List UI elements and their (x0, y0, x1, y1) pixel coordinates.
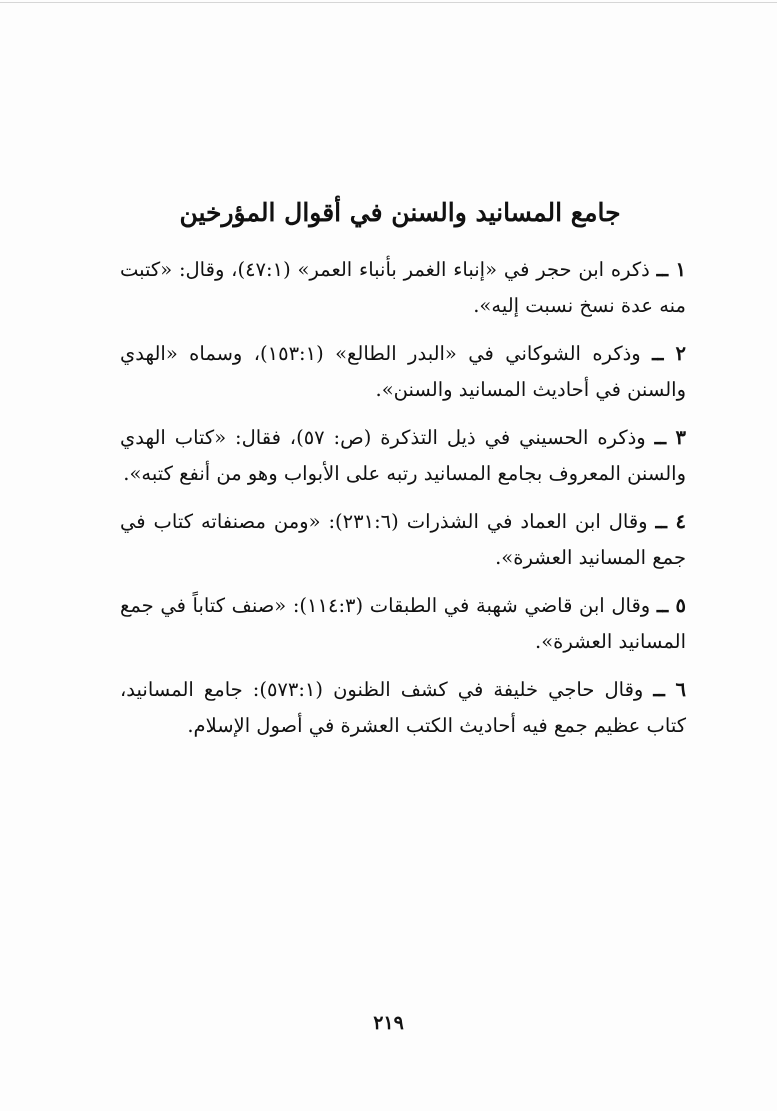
entry-number: ٦ ــ (653, 678, 686, 701)
entry-text: ذكره ابن حجر في «إنباء الغمر بأنباء العمر» (٤٧:١)، وقال: «كتبت منه عدة نسخ نسبت إليه». (120, 258, 686, 317)
entry-4 (120, 504, 686, 575)
top-edge-line (0, 2, 777, 3)
entries-list (120, 252, 686, 756)
entry-2 (120, 336, 686, 407)
entry-text: وقال حاجي خليفة في كشف الظنون (٥٧٣:١): جامع المسانيد، كتاب عظيم جمع فيه أحاديث الكتب العشرة في أصول الإسلام. (120, 678, 686, 737)
entry-number: ٣ ــ (654, 426, 687, 449)
entry-6 (120, 672, 686, 743)
entry-number: ٤ ــ (655, 510, 687, 533)
entry-number: ٥ ــ (656, 594, 686, 617)
entry-number: ٢ ــ (652, 342, 686, 365)
page-number: ٢١٩ (373, 1012, 404, 1034)
entry-3 (120, 420, 686, 491)
entry-number: ١ ــ (656, 258, 686, 281)
page-title: جامع المسانيد والسنن في أقوال المؤرخين (179, 198, 621, 227)
entry-1 (120, 252, 686, 323)
entry-text: وقال ابن العماد في الشذرات (٢٣١:٦): «ومن مصنفاته كتاب في جمع المسانيد العشرة». (120, 510, 686, 569)
entry-5 (120, 588, 686, 659)
entry-text: وقال ابن قاضي شهبة في الطبقات (١١٤:٣): «صنف كتاباً في جمع المسانيد العشرة». (120, 594, 686, 653)
entry-text: وذكره الحسيني في ذيل التذكرة (ص: ٥٧)، فقال: «كتاب الهدي والسنن المعروف بجامع المسانيد رتبه على الأبواب وهو من أنفع كتبه». (120, 426, 686, 485)
entry-text: وذكره الشوكاني في «البدر الطالع» (١٥٣:١)، وسماه «الهدي والسنن في أحاديث المسانيد والسنن». (120, 342, 686, 401)
